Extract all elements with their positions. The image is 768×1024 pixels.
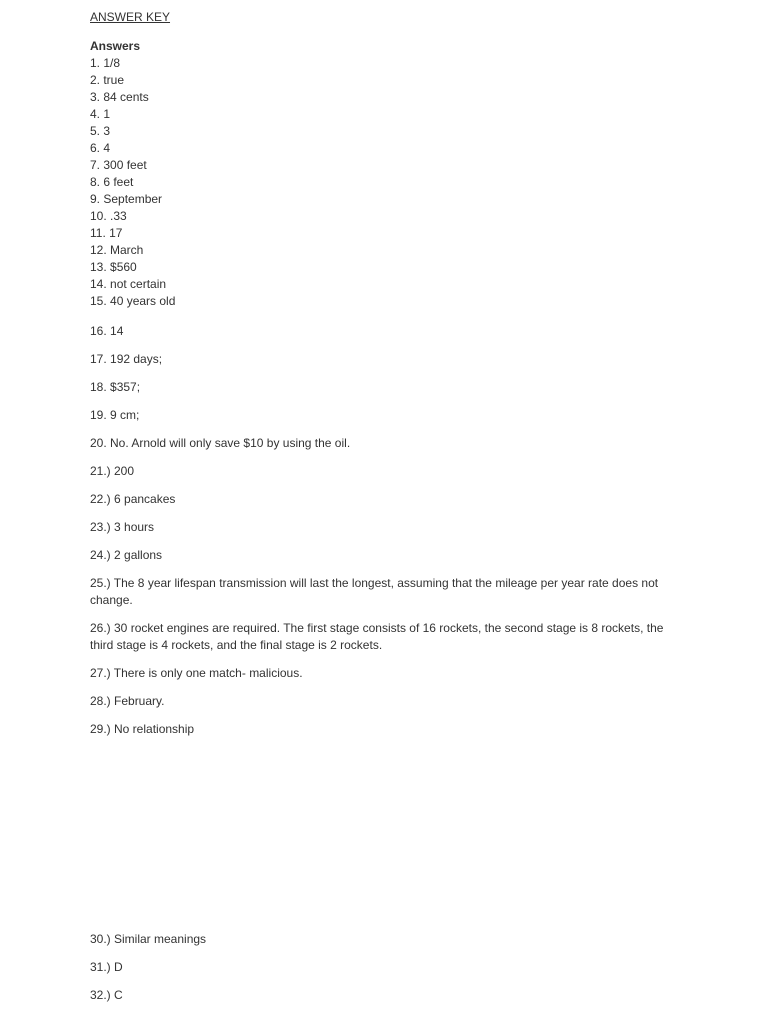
- answer-paragraph: 24.) 2 gallons: [90, 548, 163, 562]
- page-title: ANSWER KEY: [90, 10, 171, 24]
- long-answer-list: [90, 324, 680, 1016]
- answer-item: 15. 40 years old: [90, 294, 176, 308]
- answer-paragraph: 21.) 200: [90, 464, 135, 478]
- answer-item: 5. 3: [90, 124, 111, 138]
- answers-heading: Answers: [90, 39, 141, 53]
- answer-item: 13. $560: [90, 260, 137, 274]
- answer-item: 2. true: [90, 73, 125, 87]
- answer-item: 12. March: [90, 243, 144, 257]
- answer-item: 3. 84 cents: [90, 90, 149, 104]
- answer-paragraph: 23.) 3 hours: [90, 520, 155, 534]
- answer-paragraph: 17. 192 days;: [90, 352, 163, 366]
- answer-paragraph: 27.) There is only one match- malicious.: [90, 666, 303, 680]
- answer-item: 14. not certain: [90, 277, 167, 291]
- answer-paragraph: 19. 9 cm;: [90, 408, 140, 422]
- answer-item: 11. 17: [90, 226, 123, 240]
- answer-item: 7. 300 feet: [90, 158, 147, 172]
- answer-paragraph: 22.) 6 pancakes: [90, 492, 176, 506]
- answer-paragraph: 32.) C: [90, 988, 123, 1002]
- answer-item: 10. .33: [90, 209, 127, 223]
- answer-paragraph: 18. $357;: [90, 380, 141, 394]
- answer-item: 8. 6 feet: [90, 175, 134, 189]
- short-answer-list: [90, 56, 175, 311]
- answer-paragraph: 30.) Similar meanings: [90, 932, 207, 946]
- answer-item: 1. 1/8: [90, 56, 121, 70]
- answer-item: 4. 1: [90, 107, 111, 121]
- answer-paragraph: 25.) The 8 year lifespan transmission will last the longest, assuming that the mileage per year rate does not change.: [90, 576, 659, 607]
- answer-paragraph: 31.) D: [90, 960, 123, 974]
- answer-item: 9. September: [90, 192, 163, 206]
- answer-item: 6. 4: [90, 141, 111, 155]
- answer-paragraph: 29.) No relationship: [90, 722, 195, 736]
- answer-paragraph: 20. No. Arnold will only save $10 by using the oil.: [90, 436, 351, 450]
- answer-paragraph: 26.) 30 rocket engines are required. The first stage consists of 16 rockets, the second stage is 8 rockets, the third stage is 4 rockets, and the final stage is 2 rockets.: [90, 621, 664, 652]
- answer-paragraph: 16. 14: [90, 324, 124, 338]
- answer-paragraph: 28.) February.: [90, 694, 165, 708]
